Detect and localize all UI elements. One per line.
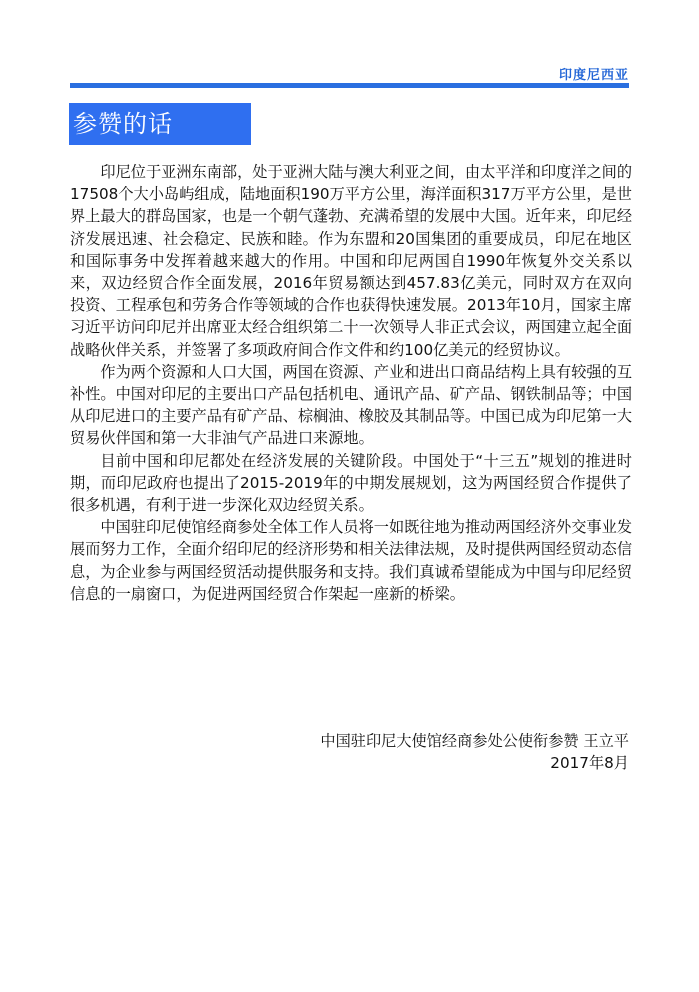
paragraph: 作为两个资源和人口大国，两国在资源、产业和进出口商品结构上具有较强的互补性。中国对印尼的主要出口产品包括机电、通讯产品、矿产品、钢铁制品等；中国从印尼进口的主要产品有矿产品、棕榈油、橡胶及其制品等。中国已成为印尼第一大贸易伙伴国和第一大非油气产品进口来源地。: [70, 362, 632, 448]
paragraph: 目前中国和印尼都处在经济发展的关键阶段。中国处于“十三五”规划的推进时期，而印尼政府也提出了2015-2019年的中期发展规划，这为两国经贸合作提供了很多机遇，有利于进一步深化双边经贸关系。: [70, 451, 632, 515]
signature-block: [320, 730, 629, 774]
header-divider: [70, 83, 629, 88]
country-label: 印度尼西亚: [558, 68, 629, 83]
body-text: [70, 161, 632, 605]
signature-author: 中国驻印尼大使馆经商参处公使衔参赞 王立平: [320, 732, 629, 750]
paragraph: 中国驻印尼使馆经商参处全体工作人员将一如既往地为推动两国经济外交事业发展而努力工作，全面介绍印尼的经济形势和相关法律法规，及时提供两国经贸动态信息，为企业参与两国经贸活动提供服务和支持。我们真诚希望能成为中国与印尼经贸信息的一扇窗口，为促进两国经贸合作架起一座新的桥梁。: [70, 518, 632, 603]
signature-date: 2017年8月: [550, 754, 629, 772]
paragraph: 印尼位于亚洲东南部，处于亚洲大陆与澳大利亚之间，由太平洋和印度洋之间的17508个大小岛屿组成，陆地面积190万平方公里，海洋面积317万平方公里，是世界上最大的群岛国家，也是一个朝气蓬勃、充满希望的发展中大国。近年来，印尼经济发展迅速、社会稳定、民族和睦。作为东盟和20国集团的重要成员，印尼在地区和国际事务中发挥着越来越大的作用。中国和印尼两国自1990年恢复外交关系以来，双边经贸合作全面发展，2016年贸易额达到457.83亿美元，同时双方在双向投资、工程承包和劳务合作等领域的合作也获得快速发展。2013年10月，国家主席习近平访问印尼并出席亚太经合组织第二十一次领导人非正式会议，两国建立起全面战略伙伴关系，并签署了多项政府间合作文件和约100亿美元的经贸协议。: [70, 163, 632, 359]
section-title: 参赞的话: [69, 103, 251, 145]
